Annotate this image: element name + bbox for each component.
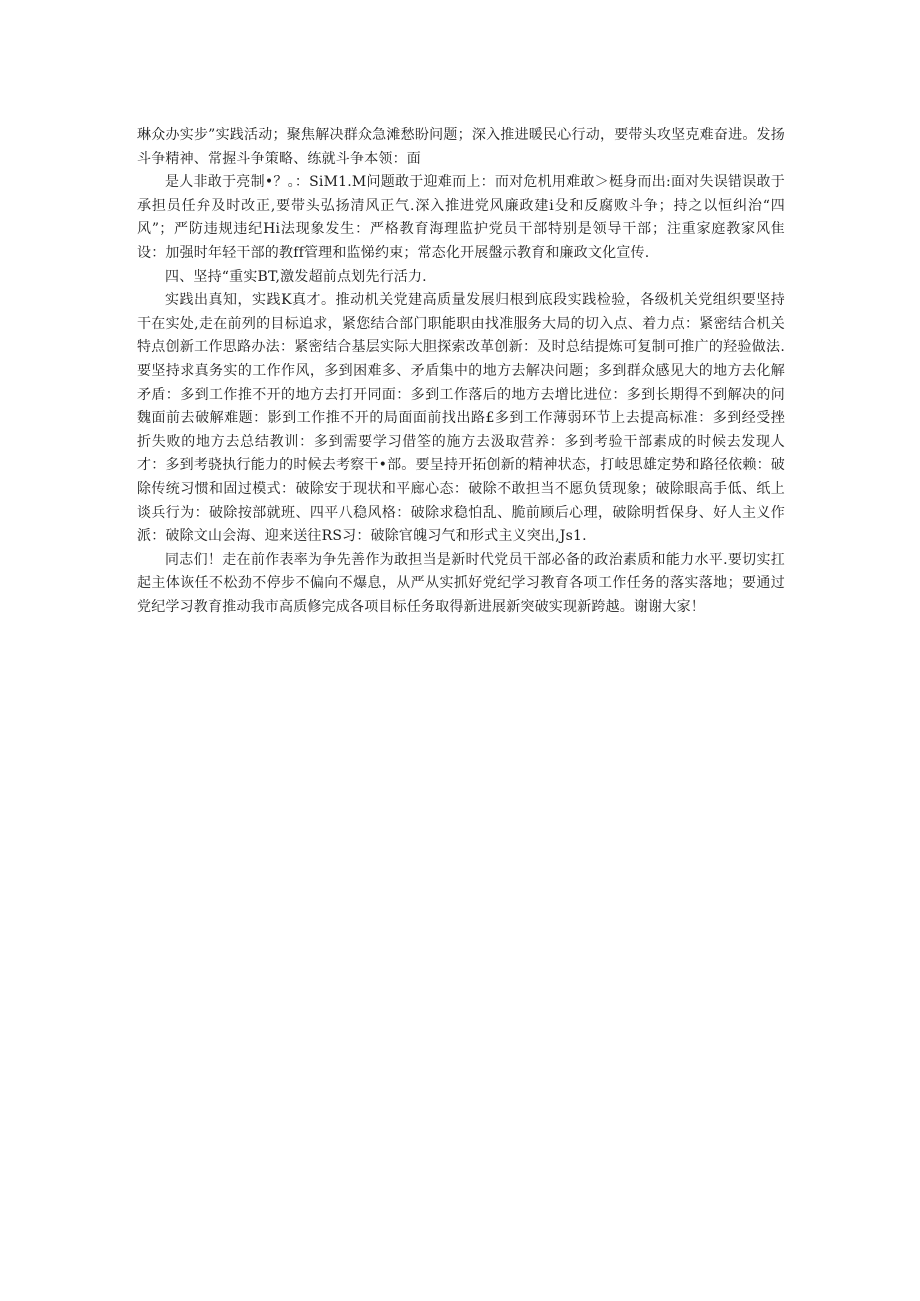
document-body [137, 124, 785, 619]
paragraph-continuation: 琳众办实步”实践活动；聚焦解决群众急滩愁盼问题；深入推进暖民心行动，要带头攻坚克难奋进。发扬斗争精神、常握斗争策略、练就斗争本领：面 [137, 127, 785, 167]
section-heading-four: 四、坚持“重实BT,激发超前点划先行活力. [165, 268, 427, 285]
paragraph-discipline: 是人非敢于亮制•？。：SiM1.M问题敢于迎难而上：而对危机用难敢＞梃身而出:面对失误错误敢于承担员任弁及时改正,要带头弘扬清风正气.深入推进党风廉政建i殳和反腐败斗争；持之以恒纠治“四风”；严防违规违纪Hi法现象发生：严格教育海理监护党员干部特别是领导干部；注重家庭教家风隹设：加强时年轻干部的教ff管理和监悌约束；常态化开展盤示教育和廉政文化宣传. [137, 174, 785, 261]
paragraph-practice: 实践出真知，实践K真才。推动机关党建高质量发展归根到底段实践检验，各级机关党组织要坚持干在实处,走在前列的目标追求，紧您结合部门职能职由找准服务大局的切入点、着力点：紧密结合机关特点创新工作思路办法：紧密结合基层实际大胆探索改革创新：及时总结提炼可复制可推广的羟验做法.要坚持求真务实的工作作风，多到困难多、矛盾集中的地方去解决问题；多到群众感见大的地方去化解矛盾：多到工作推不开的地方去打开同面：多到工作落后的地方去增比进位：多到长期得不到解决的问魏面前去破解难题：影到工作推不开的局面面前找出路£多到工作薄弱环节上去提高标准：多到经受挫折失败的地方去总结教训：多到需要学习借筌的施方去汲取营养：多到考验干部素成的时候去发现人才：多到考骁执行能力的时候去考察干•部。要呈持开拓创新的精神状态，打岐思雄定势和路径依赖：破除传统习惯和固过模式：破除安于现状和平廊心态：破除不敢担当不愿负赁现象；破除眼高手低、纸上谈兵行为：破除按部就班、四平八稳风格：破除求稳怕乱、脆前顾后心理，破除明哲保身、好人主义作派：破除文山会海、迎来送往RS习：破除官魄习气和形式主义突出,Js1. [137, 292, 785, 545]
paragraph-closing: 同志们！走在前作表率为争先善作为敢担当是新时代党员干部必备的政治素质和能力水平.要切实扛起主体诙任不松劲不停步不偏向不爆息，从严从实抓好党纪学习教育各项工作任务的落实落地；要通过党纪学习教育推动我市高质修完成各项目标任务取得新进展新突破实现新跨越。谢谢大家！ [137, 551, 785, 615]
